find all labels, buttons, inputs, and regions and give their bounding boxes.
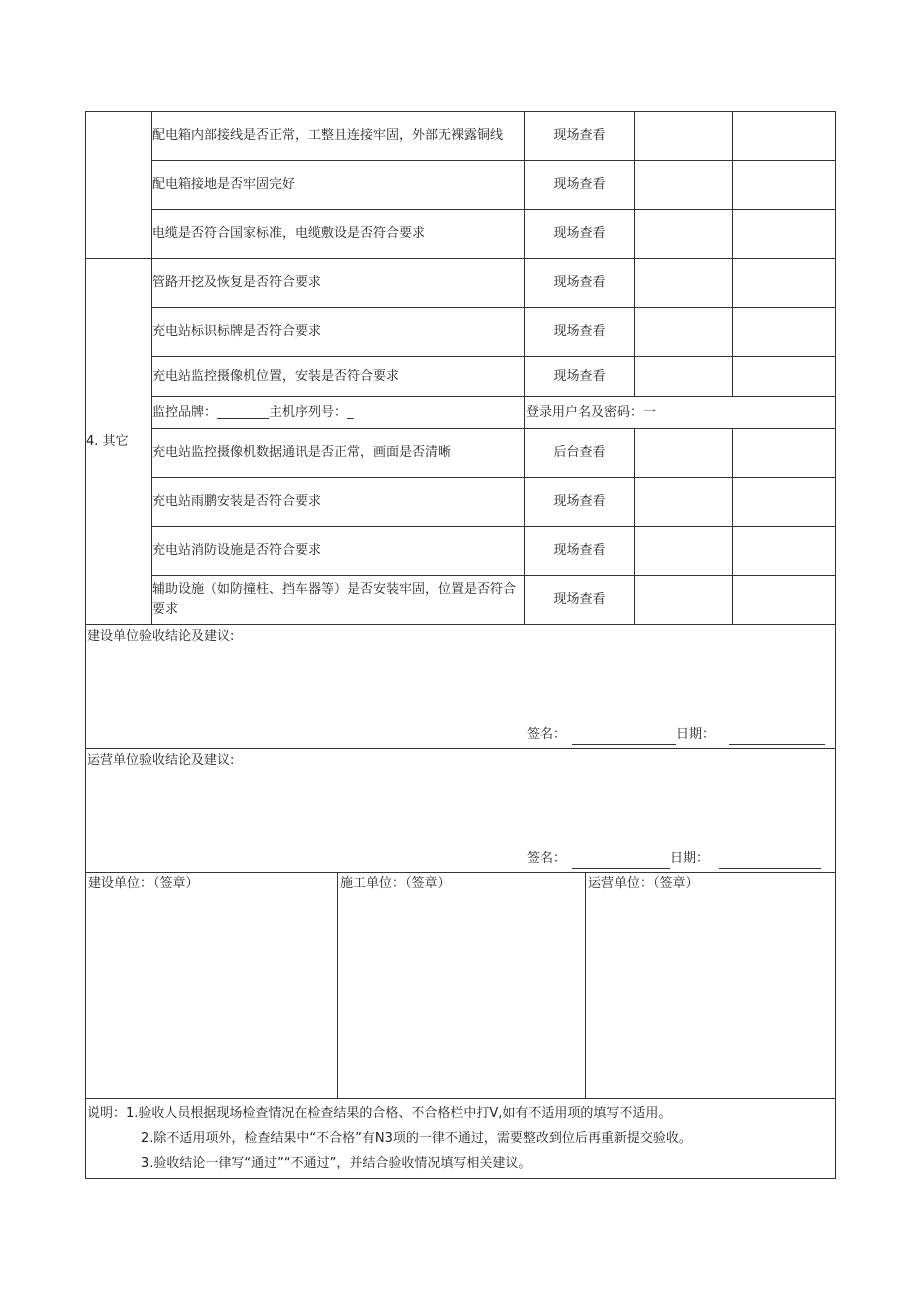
result-fail-cell[interactable]: [733, 308, 836, 357]
result-fail-cell[interactable]: [733, 576, 836, 625]
table-row: [86, 308, 836, 357]
seal-row: [86, 873, 836, 1099]
check-item: 充电站监控摄像机数据通讯是否正常，画面是否清晰: [152, 429, 525, 478]
check-method: 现场查看: [525, 357, 635, 397]
monitor-brand-serial-cell[interactable]: [152, 397, 525, 429]
result-pass-cell[interactable]: [635, 112, 733, 161]
result-pass-cell[interactable]: [635, 576, 733, 625]
host-serial-blank[interactable]: _: [347, 404, 354, 420]
category-cell-electric: [86, 112, 152, 259]
signature-blank[interactable]: [572, 730, 676, 745]
construction-conclusion-row: [86, 625, 836, 749]
table-row: [86, 429, 836, 478]
result-pass-cell[interactable]: [635, 357, 733, 397]
operation-conclusion-label: 运营单位验收结论及建议:: [87, 753, 235, 768]
date-label: 日期：: [676, 727, 716, 742]
host-serial-label: 主机序列号：: [269, 404, 348, 420]
result-fail-cell[interactable]: [733, 357, 836, 397]
result-fail-cell[interactable]: [733, 527, 836, 576]
table-row: [86, 161, 836, 210]
signature-label: 签名：: [527, 851, 567, 866]
check-item: 配电箱接地是否牢固完好: [152, 161, 525, 210]
operation-conclusion-row: [86, 749, 836, 873]
table-row: [86, 259, 836, 308]
result-pass-cell[interactable]: [635, 527, 733, 576]
check-item: 电缆是否符合国家标准，电缆敷设是否符合要求: [152, 210, 525, 259]
operator-seal-box[interactable]: [586, 873, 835, 1098]
check-item: 辅助设施（如防撞柱、挡车器等）是否安装牢固，位置是否符合要求: [152, 576, 525, 625]
login-credentials-cell[interactable]: [525, 397, 836, 429]
construction-conclusion-cell[interactable]: [86, 625, 836, 749]
check-method: 现场查看: [525, 161, 635, 210]
check-item: 充电站雨鹏安装是否符合要求: [152, 478, 525, 527]
check-item: 管路开挖及恢复是否符合要求: [152, 259, 525, 308]
result-pass-cell[interactable]: [635, 429, 733, 478]
builder-seal-box[interactable]: [338, 873, 586, 1098]
monitor-brand-blank[interactable]: ________: [217, 404, 270, 420]
check-method: 现场查看: [525, 478, 635, 527]
operation-signature-line: [527, 849, 821, 869]
signature-label: 签名：: [527, 727, 567, 742]
result-pass-cell[interactable]: [635, 210, 733, 259]
result-fail-cell[interactable]: [733, 478, 836, 527]
date-blank[interactable]: [719, 854, 821, 869]
table-row: [86, 478, 836, 527]
check-method: 现场查看: [525, 259, 635, 308]
builder-seal-label: 施工单位：（签章）: [340, 876, 451, 891]
seal-cell: [86, 873, 836, 1099]
check-method: 现场查看: [525, 112, 635, 161]
result-fail-cell[interactable]: [733, 429, 836, 478]
date-blank[interactable]: [729, 730, 825, 745]
table-row: [86, 357, 836, 397]
table-row: [86, 210, 836, 259]
note-line-3: 3.验收结论一律写“通过”“不通过”，并结合验收情况填写相关建议。: [141, 1156, 532, 1171]
acceptance-form: [85, 111, 835, 1179]
notes-cell: [86, 1099, 836, 1179]
check-item: 充电站监控摄像机位置，安装是否符合要求: [152, 357, 525, 397]
construction-conclusion-label: 建设单位验收结论及建议:: [87, 629, 235, 644]
table-row: [86, 576, 836, 625]
result-fail-cell[interactable]: [733, 112, 836, 161]
construction-signature-line: [527, 725, 825, 745]
result-fail-cell[interactable]: [733, 161, 836, 210]
operation-conclusion-cell[interactable]: [86, 749, 836, 873]
result-pass-cell[interactable]: [635, 259, 733, 308]
signature-blank[interactable]: [572, 854, 670, 869]
notes-row: [86, 1099, 836, 1179]
result-pass-cell[interactable]: [635, 161, 733, 210]
monitor-brand-label: 监控品牌：: [152, 404, 218, 420]
construction-seal-label: 建设单位：（签章）: [88, 876, 199, 891]
date-label: 日期：: [670, 851, 710, 866]
check-item: 充电站标识标牌是否符合要求: [152, 308, 525, 357]
operator-seal-label: 运营单位：（签章）: [588, 876, 699, 891]
result-fail-cell[interactable]: [733, 210, 836, 259]
table-row: [86, 527, 836, 576]
check-method: 后台查看: [525, 429, 635, 478]
monitor-info-row: [86, 397, 836, 429]
check-method: 现场查看: [525, 308, 635, 357]
category-cell-other: 4. 其它: [86, 259, 152, 625]
check-method: 现场查看: [525, 527, 635, 576]
inspection-table: [85, 111, 836, 1179]
check-method: 现场查看: [525, 576, 635, 625]
check-method: 现场查看: [525, 210, 635, 259]
check-item: 配电箱内部接线是否正常，工整且连接牢固，外部无裸露铜线: [152, 112, 525, 161]
note-line-1: 说明：1.验收人员根据现场检查情况在检查结果的合格、不合格栏中打V,如有不适用项的填写不适用。: [87, 1106, 672, 1121]
login-credentials-label: 登录用户名及密码：一: [526, 404, 657, 420]
table-row: [86, 112, 836, 161]
result-pass-cell[interactable]: [635, 308, 733, 357]
check-item: 充电站消防设施是否符合要求: [152, 527, 525, 576]
construction-seal-box[interactable]: [86, 873, 338, 1098]
result-fail-cell[interactable]: [733, 259, 836, 308]
note-line-2: 2.除不适用项外，检查结果中“不合格”有N3项的一律不通过，需要整改到位后再重新提交验收。: [141, 1131, 692, 1146]
result-pass-cell[interactable]: [635, 478, 733, 527]
